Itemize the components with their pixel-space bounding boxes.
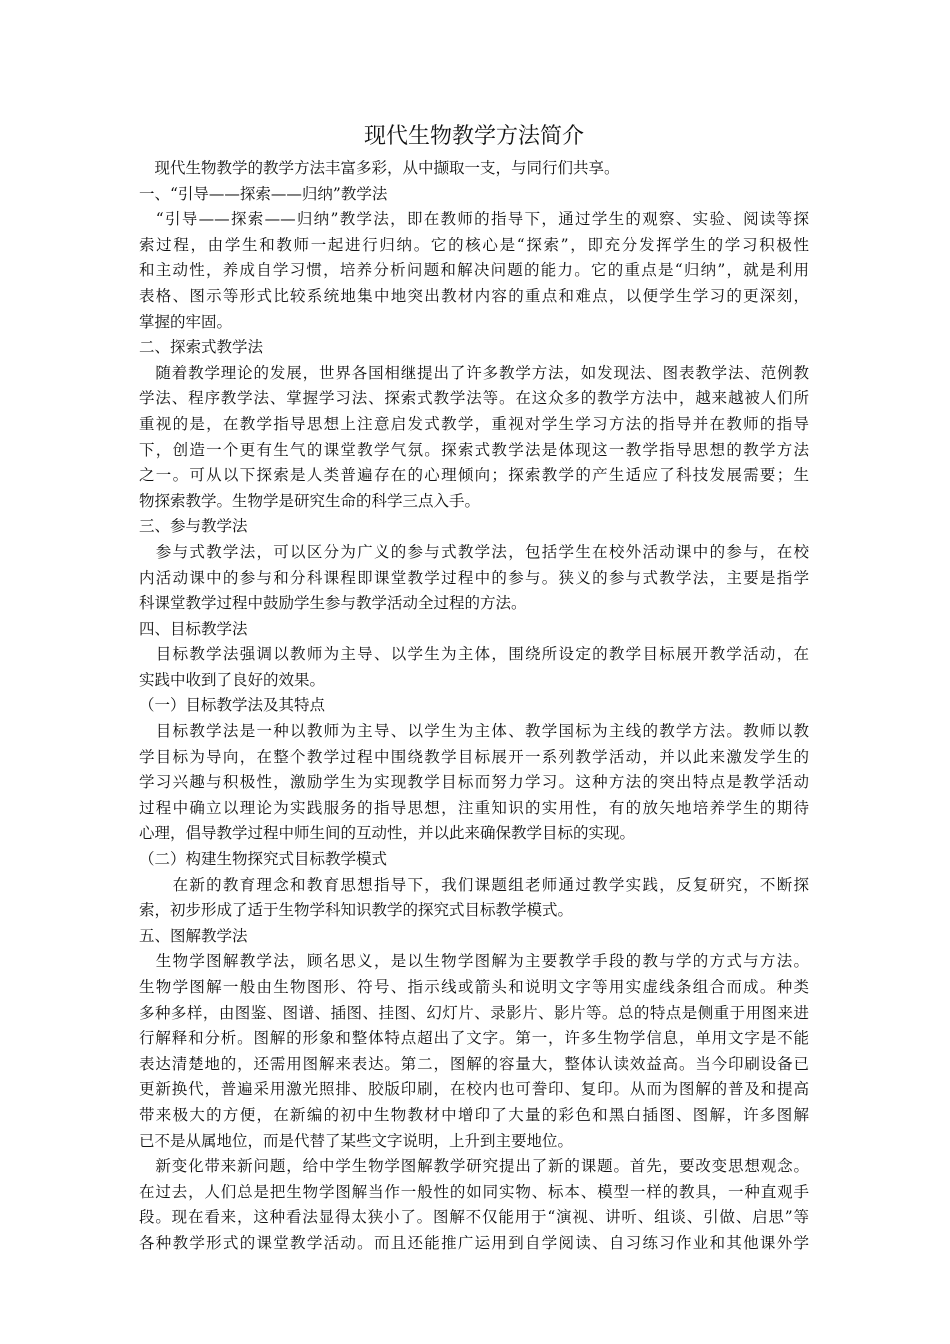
- text-line: 实践中收到了良好的效果。: [139, 670, 326, 689]
- text-line: 生物学图解一般由生物图形、符号、指示线或箭头和说明文字等用实虚线条组合而成。种类: [139, 978, 809, 996]
- text-line: 学法、程序教学法、掌握学习法、探索式教学法等。在这众多的教学方法中，越来越被人们所: [139, 389, 809, 408]
- text-line: 过程中确立以理论为实践服务的指导思想，注重知识的实用性，有的放矢地培养学生的期待: [139, 798, 809, 817]
- text-line: 表达清楚地的，还需用图解来表达。第二，图解的容量大，整体认读效益高。当今印刷设备已: [139, 1054, 809, 1073]
- sections-container: [139, 182, 809, 1257]
- page-title: 现代生物教学方法简介: [363, 124, 584, 149]
- text-line: 掌握的牢固。: [139, 312, 233, 331]
- text-line: 表格、图示等形式比较系统地集中地突出教材内容的重点和难点，以便学生学习的更深刻，: [139, 286, 809, 305]
- text-line: 在过去，人们总是把生物学图解当作一般性的如同实物、标本、模型一样的教具，一种直观手: [139, 1182, 809, 1201]
- text-line: 生物学图解教学法，顾名思义，是以生物学图解为主要教学手段的教与学的方式与方法。: [139, 952, 809, 971]
- text-line: 多种多样，由图鉴、图谱、插图、挂图、幻灯片、录影片、影片等。总的特点是侧重于用图来进: [139, 1003, 809, 1022]
- text-line: 物探索教学。生物学是研究生命的科学三点入手。: [139, 491, 481, 510]
- text-line: 段。现在看来，这种看法显得太狭小了。图解不仅能用于“演视、讲听、组谈、引做、启思”等: [139, 1208, 809, 1227]
- intro-paragraph: 现代生物教学的教学方法丰富多彩，从中撷取一支，与同行们共享。: [139, 159, 620, 177]
- text-line: 随着教学理论的发展，世界各国相继提出了许多教学方法，如发现法、图表教学法、范例教: [139, 363, 809, 382]
- text-line: 学习兴趣与积极性，激励学生为实现教学目标而努力学习。这种方法的突出特点是教学活动: [139, 773, 809, 792]
- text-line: 行解释和分析。图解的形象和整体特点超出了文字。第一，许多生物学信息，单用文字是不能: [139, 1029, 809, 1048]
- text-line: 已不是从属地位，而是代替了某些文字说明，上升到主要地位。: [139, 1131, 574, 1150]
- section-heading: 四、目标教学法: [139, 619, 248, 638]
- text-line: 索过程，由学生和教师一起进行归纳。它的核心是“探索”，即充分发挥学生的学习积极性: [139, 235, 809, 254]
- section-body: [139, 207, 809, 335]
- text-line: 目标教学法强调以教师为主导、以学生为主体，围绕所设定的教学目标展开教学活动，在: [139, 645, 809, 664]
- text-line: 内活动课中的参与和分科课程即课堂教学过程中的参与。狭义的参与式教学法，主要是指学: [139, 568, 809, 587]
- section-heading: 二、探索式教学法: [139, 338, 264, 357]
- text-line: 心理，倡导教学过程中师生间的互动性，并以此来确保教学目标的实现。: [139, 824, 636, 843]
- text-line: 下，创造一个更有生气的课堂教学气氛。探索式教学法是体现这一教学指导思想的教学方法: [139, 440, 809, 459]
- section-body: [139, 873, 809, 924]
- section-body: [139, 540, 809, 617]
- text-line: 学目标为导向，在整个教学过程中围绕教学目标展开一系列教学活动，并以此来激发学生的: [139, 747, 809, 766]
- text-line: 参与式教学法，可以区分为广义的参与式教学法，包括学生在校外活动课中的参与，在校: [139, 542, 809, 561]
- text-line: 新变化带来新问题，给中学生物学图解教学研究提出了新的课题。首先，要改变思想观念。: [139, 1157, 809, 1176]
- document-page: [139, 118, 809, 1257]
- section-heading: 一、“引导——探索——归纳”教学法: [139, 184, 388, 203]
- section-heading: （二）构建生物探究式目标教学模式: [139, 850, 388, 869]
- section-body: [139, 642, 809, 693]
- text-line: 和主动性，养成自学习惯，培养分析问题和解决问题的能力。它的重点是“归纳”，就是利用: [139, 261, 809, 280]
- text-line: 更新换代，普遍采用激光照排、胶版印刷，在校内也可誊印、复印。从而为图解的普及和提高: [139, 1080, 809, 1099]
- text-line: 带来极大的方便，在新编的初中生物教材中增印了大量的彩色和黑白插图、图解，许多图解: [139, 1105, 809, 1124]
- text-line: “引导——探索——归纳”教学法，即在教师的指导下，通过学生的观察、实验、阅读等探: [139, 210, 809, 229]
- section-heading: （一）目标教学法及其特点: [139, 696, 326, 715]
- section-body: [139, 361, 809, 515]
- section-body: [139, 719, 809, 847]
- text-line: 重视的是，在教学指导思想上注意启发式教学，重视对学生学习方法的指导并在教师的指导: [139, 414, 809, 433]
- section-body: [139, 949, 809, 1256]
- section-heading: 五、图解教学法: [139, 926, 248, 945]
- text-line: 目标教学法是一种以教师为主导、以学生为主体、教学国标为主线的教学方法。教师以教: [139, 722, 809, 741]
- text-line: 在新的教育理念和教育思想指导下，我们课题组老师通过教学实践，反复研究，不断探: [139, 875, 809, 894]
- text-line: 各种教学形式的课堂教学活动。而且还能推广运用到自学阅读、自习练习作业和其他课外学: [139, 1233, 809, 1252]
- section-heading: 三、参与教学法: [139, 517, 248, 536]
- text-line: 索，初步形成了适于生物学科知识教学的探究式目标教学模式。: [139, 901, 574, 920]
- text-line: 之一。可从以下探索是人类普遍存在的心理倾向；探索教学的产生适应了科技发展需要；生: [139, 466, 809, 485]
- text-line: 科课堂教学过程中鼓励学生参与教学活动全过程的方法。: [139, 594, 527, 613]
